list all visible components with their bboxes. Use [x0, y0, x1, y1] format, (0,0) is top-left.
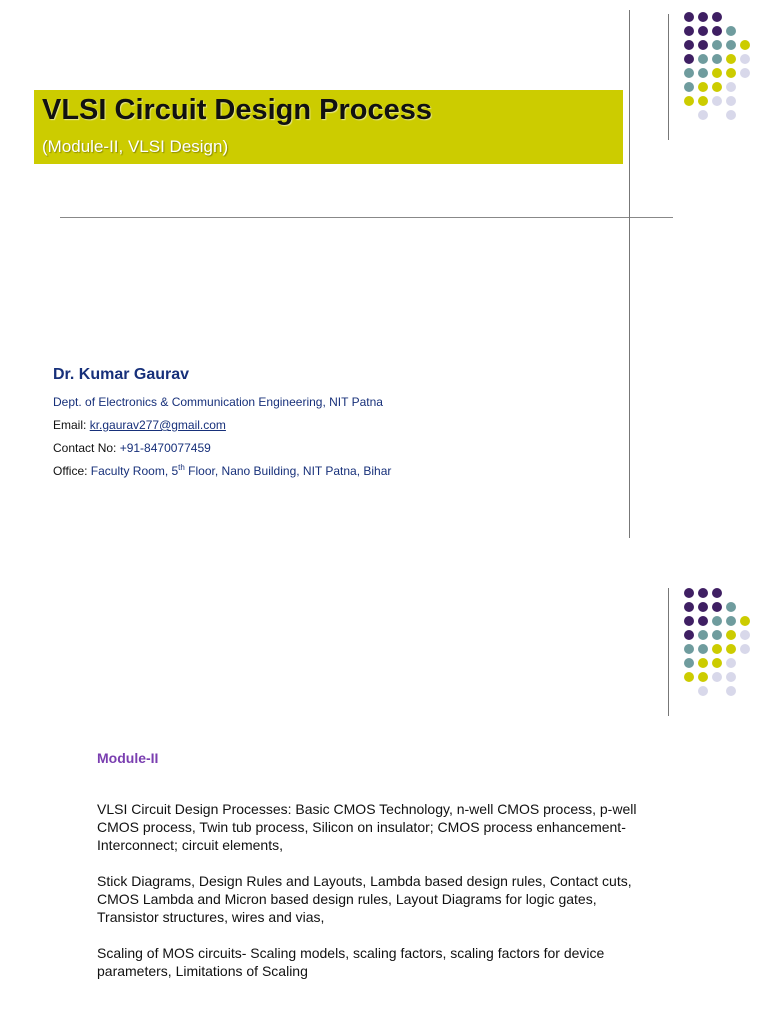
department-text: Dept. of Electronics & Communication Engineering, NIT Patna	[53, 395, 383, 409]
decor-dot	[726, 602, 736, 612]
decor-dot	[698, 26, 708, 36]
decor-vertical-line	[629, 10, 630, 538]
module-description	[97, 800, 657, 998]
decor-dot	[726, 630, 736, 640]
decor-dot	[712, 12, 722, 22]
decor-dot	[698, 12, 708, 22]
decor-dot	[740, 40, 750, 50]
contact-line	[53, 441, 211, 455]
office-text-pre: Faculty Room, 5	[90, 464, 179, 478]
decor-dot	[726, 26, 736, 36]
decor-dot	[684, 96, 694, 106]
decor-dot	[698, 68, 708, 78]
decor-dot	[712, 82, 722, 92]
decor-dot	[712, 672, 722, 682]
decor-dot	[726, 110, 736, 120]
decor-dot	[698, 40, 708, 50]
decor-dot	[712, 588, 722, 598]
decor-dot	[684, 40, 694, 50]
decor-dot	[698, 54, 708, 64]
office-text-post: Floor, Nano Building, NIT Patna, Bihar	[184, 464, 392, 478]
email-label: Email:	[53, 418, 90, 432]
author-name: Dr. Kumar Gaurav	[53, 366, 190, 383]
decor-dot	[684, 26, 694, 36]
module-paragraph: VLSI Circuit Design Processes: Basic CMOS Technology, n-well CMOS process, p-well CMOS process, Twin tub process, Silicon on insulator; CMOS process enhancement-Interconnect; circuit elements,	[97, 801, 637, 853]
slide-subtitle: (Module-II, VLSI Design)	[42, 137, 229, 156]
decor-dot	[712, 96, 722, 106]
decor-dot	[684, 82, 694, 92]
decor-vertical-line-top	[668, 14, 669, 140]
decor-dot	[712, 616, 722, 626]
decor-dot	[712, 68, 722, 78]
contact-number: +91-8470077459	[119, 441, 211, 455]
decor-dot	[698, 658, 708, 668]
decor-dot	[684, 12, 694, 22]
office-line	[53, 463, 391, 478]
email-link[interactable]: kr.gaurav277@gmail.com	[89, 418, 226, 432]
decor-dot	[726, 644, 736, 654]
decor-dot	[726, 686, 736, 696]
department	[53, 395, 383, 409]
decor-dot	[740, 616, 750, 626]
decor-dot	[684, 68, 694, 78]
decor-dot	[698, 602, 708, 612]
decor-dot	[740, 630, 750, 640]
module-paragraph: Scaling of MOS circuits- Scaling models, scaling factors, scaling factors for device parameters, Limitations of Scaling	[97, 945, 605, 979]
decor-dot	[740, 644, 750, 654]
slide-title: VLSI Circuit Design Process	[42, 94, 433, 126]
decor-vertical-line-top	[668, 588, 669, 716]
decor-dot	[684, 588, 694, 598]
decor-dot	[740, 68, 750, 78]
module-heading: Module-II	[97, 750, 159, 766]
decor-dot	[684, 672, 694, 682]
decor-dot	[712, 26, 722, 36]
decor-dot	[698, 96, 708, 106]
decor-dot	[684, 644, 694, 654]
module-paragraph: Stick Diagrams, Design Rules and Layouts, Lambda based design rules, Contact cuts, CMOS Lambda and Micron based design rules, Layout Diagrams for logic gates, Transistor structures, wires and vias,	[97, 873, 632, 925]
decor-dot	[726, 68, 736, 78]
decor-dot	[726, 54, 736, 64]
decor-dot	[726, 96, 736, 106]
decor-dot	[712, 54, 722, 64]
decor-dot	[684, 658, 694, 668]
decor-dot	[726, 672, 736, 682]
decor-dot	[712, 40, 722, 50]
decor-dot	[698, 588, 708, 598]
decor-horizontal-line	[60, 217, 673, 218]
decor-dot	[712, 658, 722, 668]
decor-dot	[684, 54, 694, 64]
decor-dot	[698, 672, 708, 682]
decor-dot	[726, 616, 736, 626]
decor-dot	[712, 602, 722, 612]
decor-dot	[740, 54, 750, 64]
decor-dot	[684, 630, 694, 640]
office-label: Office:	[53, 464, 91, 478]
title-banner	[34, 90, 623, 164]
decor-dot	[698, 110, 708, 120]
decor-dot	[698, 686, 708, 696]
decor-dot	[698, 616, 708, 626]
office-text-sup: th	[178, 463, 185, 472]
module-slide	[0, 580, 768, 1024]
decor-dot	[726, 82, 736, 92]
decor-dot	[684, 616, 694, 626]
contact-label: Contact No:	[53, 441, 120, 455]
decor-dot	[684, 602, 694, 612]
decor-dot	[698, 82, 708, 92]
decor-dot	[712, 644, 722, 654]
decor-dot	[726, 40, 736, 50]
decor-dot	[698, 644, 708, 654]
decor-dot-grid	[670, 588, 754, 700]
email-line	[53, 418, 226, 432]
decor-dot	[726, 658, 736, 668]
decor-dot	[698, 630, 708, 640]
decor-dot	[712, 630, 722, 640]
decor-dot-grid	[670, 12, 754, 124]
